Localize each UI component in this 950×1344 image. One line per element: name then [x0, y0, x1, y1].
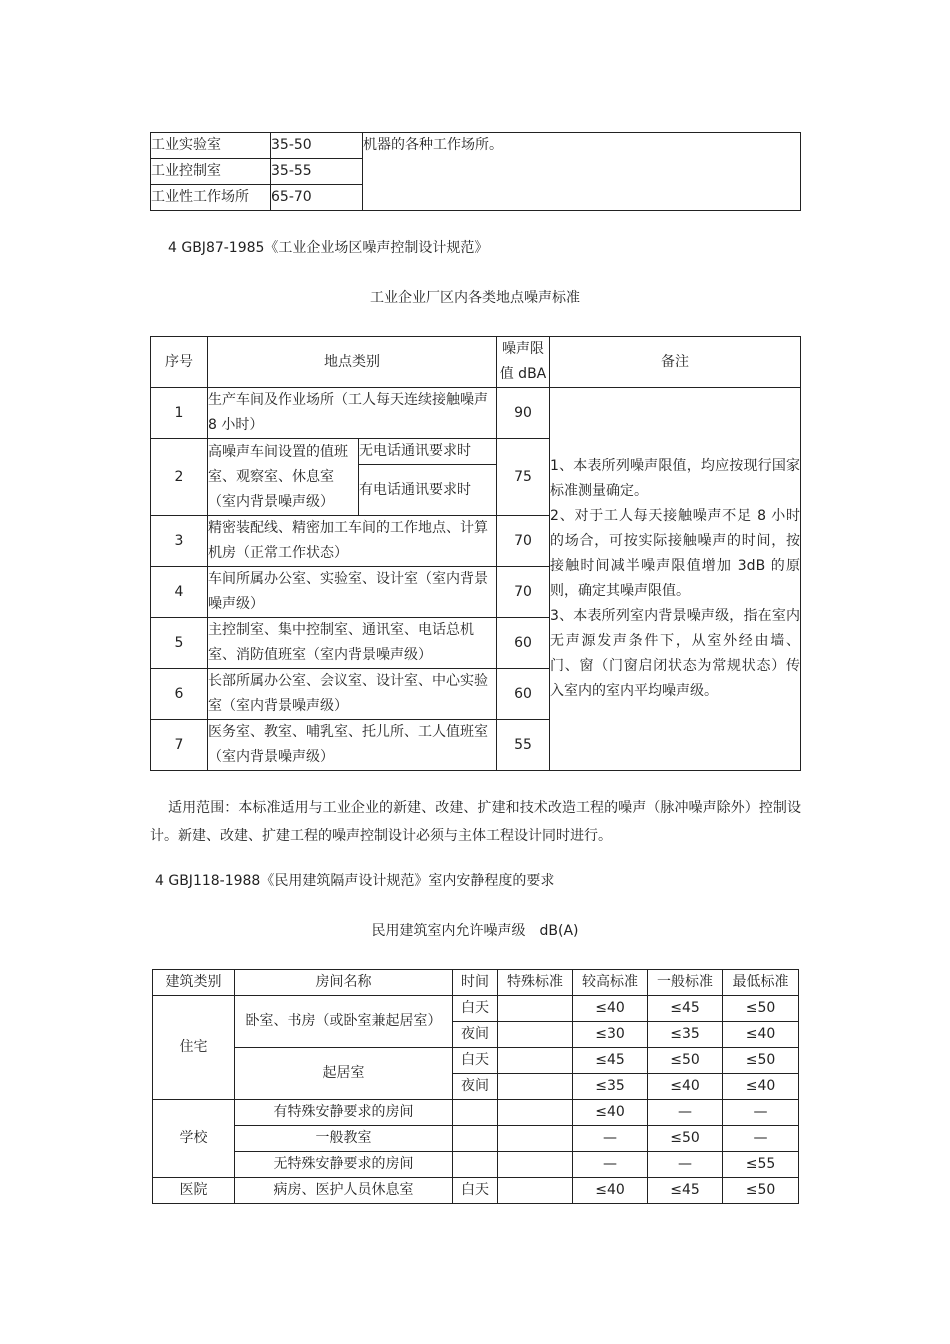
table-office-noise-continued	[150, 132, 801, 211]
value-cell: ≤50	[648, 1048, 723, 1074]
value-cell: ≤45	[648, 996, 723, 1022]
table-header-row	[151, 337, 801, 388]
place-cell: 工业性工作场所	[151, 185, 271, 211]
value-cell: ≤50	[648, 1126, 723, 1152]
row-place: 长部所属办公室、会议室、设计室、中心实验室（室内背景噪声级）	[208, 669, 497, 720]
header-higher: 较高标准	[573, 970, 648, 996]
value-cell	[498, 996, 573, 1022]
remark-3: 3、本表所列室内背景噪声级，指在室内无声源发声条件下，从室外经由墙、门、窗（门窗启闭状态为常规状态）传入室内的室内平均噪声级。	[550, 608, 800, 699]
value-cell: ≤45	[648, 1178, 723, 1204]
room-bedroom: 卧室、书房（或卧室兼起居室）	[235, 996, 453, 1048]
row-limit: 75	[497, 439, 550, 516]
row-limit: 70	[497, 567, 550, 618]
place-cell: 工业实验室	[151, 133, 271, 159]
table-row	[153, 1048, 799, 1074]
header-room-name: 房间名称	[235, 970, 453, 996]
time-cell: 夜间	[453, 1074, 498, 1100]
value-cell	[498, 1126, 573, 1152]
time-cell: 夜间	[453, 1022, 498, 1048]
header-minimum: 最低标准	[723, 970, 799, 996]
time-cell: 白天	[453, 996, 498, 1022]
room-school-special: 有特殊安静要求的房间	[235, 1100, 453, 1126]
header-time: 时间	[453, 970, 498, 996]
value-cell: ≤35	[573, 1074, 648, 1100]
remark-cell	[550, 388, 801, 771]
value-cell: —	[648, 1100, 723, 1126]
note-cell: 机器的各种工作场所。	[363, 133, 801, 211]
table-row	[153, 1126, 799, 1152]
row-limit: 70	[497, 516, 550, 567]
value-cell: ≤50	[723, 996, 799, 1022]
value-cell: ≤40	[723, 1074, 799, 1100]
value-cell: ≤40	[723, 1022, 799, 1048]
row-no: 3	[151, 516, 208, 567]
row-limit: 90	[497, 388, 550, 439]
header-no: 序号	[151, 337, 208, 388]
value-cell: 65-70	[271, 185, 363, 211]
time-cell: 白天	[453, 1048, 498, 1074]
row-place: 医务室、教室、哺乳室、托儿所、工人值班室（室内背景噪声级）	[208, 720, 497, 771]
header-special: 特殊标准	[498, 970, 573, 996]
table-row	[153, 1100, 799, 1126]
row-no: 6	[151, 669, 208, 720]
value-cell: ≤45	[573, 1048, 648, 1074]
time-cell	[453, 1152, 498, 1178]
place-cell: 工业控制室	[151, 159, 271, 185]
value-cell: ≤40	[573, 996, 648, 1022]
header-remark: 备注	[550, 337, 801, 388]
row-subcondition: 有电话通讯要求时	[359, 465, 497, 516]
value-cell: 35-55	[271, 159, 363, 185]
room-ward: 病房、医护人员休息室	[235, 1178, 453, 1204]
row-limit: 60	[497, 618, 550, 669]
header-place: 地点类别	[208, 337, 497, 388]
time-cell	[453, 1126, 498, 1152]
value-cell: —	[573, 1126, 648, 1152]
value-cell: ≤35	[648, 1022, 723, 1048]
row-limit: 55	[497, 720, 550, 771]
row-no: 5	[151, 618, 208, 669]
row-no: 4	[151, 567, 208, 618]
value-cell: ≤55	[723, 1152, 799, 1178]
value-cell: —	[723, 1126, 799, 1152]
value-cell: ≤40	[648, 1074, 723, 1100]
group-residence: 住宅	[153, 996, 235, 1100]
value-cell	[498, 1048, 573, 1074]
row-place: 主控制室、集中控制室、通讯室、电话总机室、消防值班室（室内背景噪声级）	[208, 618, 497, 669]
value-cell: ≤50	[723, 1178, 799, 1204]
row-place: 车间所属办公室、实验室、设计室（室内背景噪声级）	[208, 567, 497, 618]
table-row	[153, 1178, 799, 1204]
value-cell: ≤50	[723, 1048, 799, 1074]
time-cell: 白天	[453, 1178, 498, 1204]
value-cell: —	[573, 1152, 648, 1178]
remark-1: 1、本表所列噪声限值，均应按现行国家标准测量确定。	[550, 458, 800, 499]
row-limit: 60	[497, 669, 550, 720]
value-cell: ≤30	[573, 1022, 648, 1048]
table-caption-civil-noise: 民用建筑室内允许噪声级 dB(A)	[371, 923, 579, 939]
room-classroom: 一般教室	[235, 1126, 453, 1152]
value-cell: —	[723, 1100, 799, 1126]
room-school-none: 无特殊安静要求的房间	[235, 1152, 453, 1178]
value-cell	[498, 1178, 573, 1204]
row-no: 7	[151, 720, 208, 771]
section-heading-gbj118: 4 GBJ118-1988《民用建筑隔声设计规范》室内安静程度的要求	[155, 873, 555, 889]
value-cell: —	[648, 1152, 723, 1178]
table-header-row	[153, 970, 799, 996]
row-place: 生产车间及作业场所（工人每天连续接触噪声8 小时）	[208, 388, 497, 439]
row-no: 2	[151, 439, 208, 516]
table-caption-factory-noise: 工业企业厂区内各类地点噪声标准	[370, 290, 580, 306]
table-row	[153, 996, 799, 1022]
table-row	[151, 133, 801, 159]
value-cell	[498, 1022, 573, 1048]
value-cell: ≤40	[573, 1178, 648, 1204]
group-hospital: 医院	[153, 1178, 235, 1204]
table-row	[153, 1152, 799, 1178]
remark-2: 2、对于工人每天接触噪声不足 8 小时的场合，可按实际接触噪声的时间，按接触时间减半噪声限值增加 3dB 的原则，确定其噪声限值。	[550, 508, 800, 599]
row-place: 精密装配线、精密加工车间的工作地点、计算机房（正常工作状态）	[208, 516, 497, 567]
value-cell	[498, 1074, 573, 1100]
group-school: 学校	[153, 1100, 235, 1178]
header-limit: 噪声限 值 dBA	[497, 337, 550, 388]
value-cell: 35-50	[271, 133, 363, 159]
header-building-type: 建筑类别	[153, 970, 235, 996]
room-living: 起居室	[235, 1048, 453, 1100]
header-general: 一般标准	[648, 970, 723, 996]
row-no: 1	[151, 388, 208, 439]
value-cell	[498, 1100, 573, 1126]
section-heading-gbj87: 4 GBJ87-1985《工业企业场区噪声控制设计规范》	[168, 240, 489, 256]
row-subcondition: 无电话通讯要求时	[359, 439, 497, 465]
value-cell	[498, 1152, 573, 1178]
row-place: 高噪声车间设置的值班室、观察室、休息室（室内背景噪声级）	[208, 439, 359, 516]
time-cell	[453, 1100, 498, 1126]
value-cell: ≤40	[573, 1100, 648, 1126]
scope-paragraph: 适用范围：本标准适用与工业企业的新建、改建、扩建和技术改造工程的噪声（脉冲噪声除外）控制设计。新建、改建、扩建工程的噪声控制设计必须与主体工程设计同时进行。	[150, 800, 801, 844]
table-factory-noise-standards	[150, 336, 801, 771]
table-row	[151, 388, 801, 439]
table-civil-building-noise	[152, 969, 799, 1204]
